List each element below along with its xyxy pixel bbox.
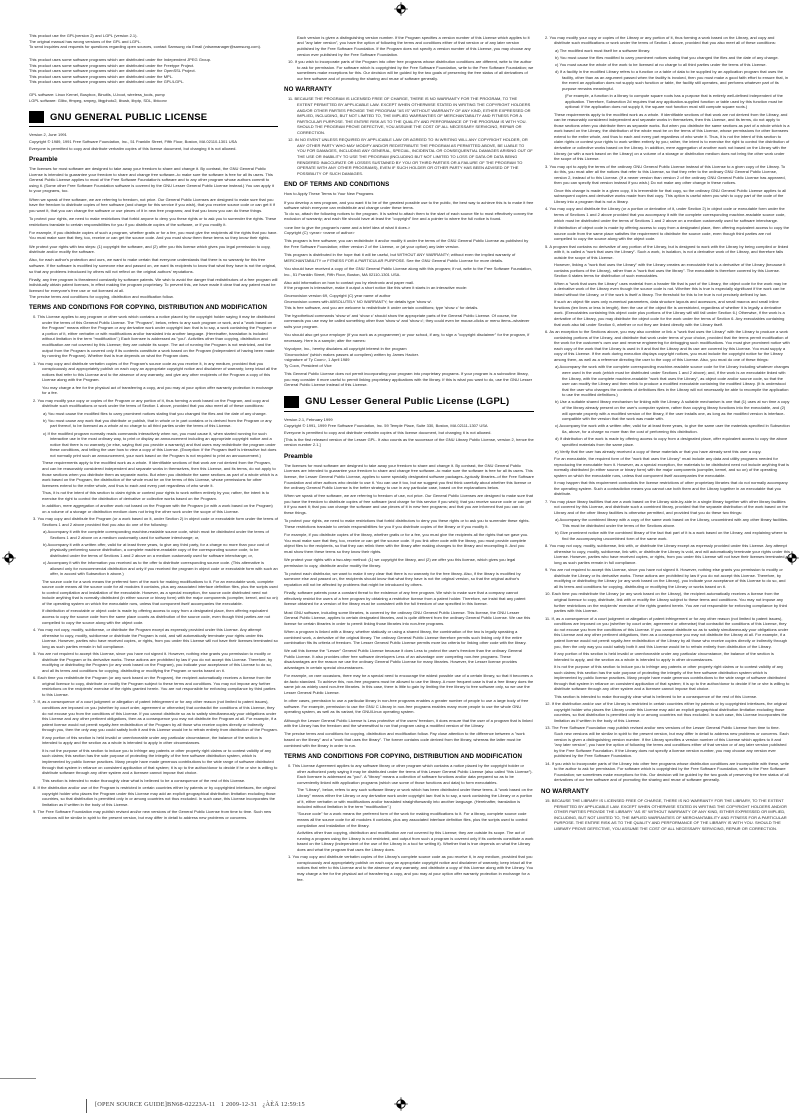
text-line: 'Gnomovision' (which makes passes at compilers) written by James Hacker.	[284, 351, 419, 357]
text-line: Gnomovision version 69, Copyright (C) year name of author	[284, 293, 391, 299]
clause-continuation: It may happen that this requirement contradicts the license restrictions of other proprietary libraries that do not normally accompany the operating system. Such a contradiction means you cannot use both them and the Library together in an executable that you distribute.	[554, 480, 788, 497]
numbered-clause: 11. BECAUSE THE PROGRAM IS LICENSED FREE OF CHARGE, THERE IS NO WARRANTY FOR THE PROGRAM, TO THE EXTENT PERMITTED BY APPLICABLE LAW. EXCEPT WHEN OTHERWISE STATED IN WRITING THE COPYRIGHT HOLDERS AND/OR OTHER PARTIES PROVIDE THE PROGRAM "AS IS" WITHOUT WARRANTY OF ANY KIND, EITHER EXPRESSED OR IMPLIED, INCLUDING, BUT NOT LIMITED TO, THE IMPLIED WARRANTIES OF MERCHANTABILITY AND FITNESS FOR A PARTICULAR PURPOSE. THE ENTIRE RISK AS TO THE QUALITY AND PERFORMANCE OF THE PROGRAM IS WITH YOU. SHOULD THE PROGRAM PROVE DEFECTIVE, YOU ASSUME THE COST OF ALL NECESSARY SERVICING, REPAIR OR CORRECTION.	[288, 96, 531, 135]
numbered-clause: 3. You may copy and distribute the Program (or a work based on it, under Section 2) in object code or executable form under the terms of Sections 1 and 2 above provided that you also do one of the following:	[33, 516, 278, 527]
text-line: This product uses some software programs which are distributed under the OpenSSL Project.	[29, 68, 196, 74]
paragraph: This product uses some software programs which are distributed under the GPL/LGPL.	[29, 79, 185, 85]
sub-clause: b) You must cause the files modified to carry prominent notices stating that you changed the files and the date of any change.	[555, 54, 779, 60]
clause-continuation: If distribution of executable or object code is made by offering access to copy from a designated place, then offering equivalent access to copy the source code from the same place counts as distribution of the source code, even though third parties are not compelled to copy the source along with the object code.	[42, 608, 271, 625]
section-header-text: TERMS AND CONDITIONS FOR COPYING, DISTRIBUTION AND MODIFICATION	[29, 304, 268, 312]
paragraph: To do so, attach the following notices to the program. It is safest to attach them to the start of each source file to most effectively convey the exclusion of warranty; and each file should have at least the "copyright" line and a pointer to where the full notice is found.	[284, 210, 533, 222]
sub-clause: a) The modified work must itself be a software library.	[555, 47, 651, 53]
numbered-clause: 1. You may copy and distribute verbatim copies of the Program's source code as you receive it, in any medium, provided that you conspicuously and appropriately publish on each copy an appropriate copyright notice and disclaimer of warranty; keep intact all the notices that refer to this License and to the absence of any warranty; and give any other recipients of the Program a copy of this License along with the Program.	[33, 360, 277, 383]
sub-clause: b) Accompany it with a written offer, valid for at least three years, to give any third party, for a charge no more than your cost of physically performing source distribution, a complete machine-readable copy of the corresponding source code, to be distributed under the terms of Sections 1 and 2 above on a medium customarily used for software interchange; or,	[43, 541, 269, 558]
license-text-column-1	[29, 33, 278, 1049]
clause-continuation: However, linking a "work that uses the Library" with the Library creates an executable that is a derivative of the Library (because it contains portions of the Library), rather than a "work that uses the library". The executable is therefore covered by this License. Section 6 states terms for distribution of such executables.	[554, 262, 786, 279]
numbered-clause: 14. If you wish to incorporate parts of the Library into other free programs whose distribution conditions are incompatible with these, write to the author to ask for permission. For software which is copyrighted by the Free Software Foundation, write to the Free Software Foundation; we sometimes make exceptions for this. Our decision will be guided by the two goals of preserving the free status of all derivatives of our free software and of promoting the sharing and reuse of software generally.	[545, 760, 790, 783]
paragraph: The licenses for most software are designed to take away your freedom to share and change it. By contrast, the GNU General Public License is intended to guarantee your freedom to share and change free software--to make sure the software is free for all its users. This General Public License applies to most of the Free Software Foundation's software and to any other program whose authors commit to using it. (Some other Free Software Foundation software is covered by the GNU Lesser General Public License instead.) You can apply it to your programs, too.	[29, 166, 274, 194]
numbered-clause: 11. If, as a consequence of a court judgment or allegation of patent infringement or for any other reason (not limited to patent issues), conditions are imposed on you (whether by court order, agreement or otherwise) that contradict the conditions of this License, they do not excuse you from the conditions of this License. If you cannot distribute so as to satisfy simultaneously your obligations under this License and any other pertinent obligations, then as a consequence you may not distribute the Library at all. For example, if a patent license would not permit royalty-free redistribution of the Library by all those who receive copies directly or indirectly through you, then the only way you could satisfy both it and this License would be to refrain entirely from distribution of the Library.	[545, 615, 789, 649]
paragraph: For example, if you distribute copies of the library, whether gratis or for a fee, you must give the recipients all the rights that we gave you. You must make sure that they, too, receive or can get the source code. If you link other code with the library, you must provide complete object files to the recipients, so that they can relink them with the library after making changes to the library and recompiling it. And you must show them these terms so they know their rights.	[284, 532, 529, 554]
section-header-text: TERMS AND CONDITIONS FOR COPYING, DISTRIBUTION AND MODIFICATION	[284, 753, 523, 761]
numbered-clause: 4. You may copy and distribute the Library (or a portion or derivative of it, under Section 2) in object code or executable form under the terms of Sections 1 and 2 above provided that you accompany it with the complete corresponding machine-readable source code, which must be distributed under the terms of Sections 1 and 2 above on a medium customarily used for software interchange.	[545, 206, 786, 223]
license-title	[284, 396, 534, 412]
section-header-text: END OF TERMS AND CONDITIONS	[284, 181, 390, 189]
sub-clause: a) Accompany the combined library with a copy of the same work based on the Library, uncombined with any other library facilities. This must be distributed under the terms of the Sections above.	[555, 517, 789, 529]
sub-clause: c) If the modified program normally reads commands interactively when run, you must cause it, when started running for such interactive use in the most ordinary way, to print or display an announcement including an appropriate copyright notice and a notice that there is no warranty (or else, saying that you provide a warranty) and that users may redistribute the program under these conditions, and telling the user how to view a copy of this License. (Exception: if the Program itself is interactive but does not normally print such an announcement, your work based on the Program is not required to print an announcement.)	[43, 430, 277, 458]
text-line: Also add information on how to contact you by electronic and paper mail.	[284, 279, 414, 285]
paragraph: We protect your rights with two steps: (1) copyright the software, and (2) offer you this license which gives you legal permission to copy, distribute and/or modify the software.	[29, 243, 271, 255]
numbered-clause: 5. A program that contains no derivative of any portion of the Library, but is designed to work with the Library by being compiled or linked with it, is called a "work that uses the Library". Such a work, in isolation, is not a derivative work of the Library, and therefore falls outside the scope of this License.	[545, 243, 789, 260]
numbered-clause: 12. IN NO EVENT UNLESS REQUIRED BY APPLICABLE LAW OR AGREED TO IN WRITING WILL ANY COPYRIGHT HOLDER, OR ANY OTHER PARTY WHO MAY MODIFY AND/OR REDISTRIBUTE THE PROGRAM AS PERMITTED ABOVE, BE LIABLE TO YOU FOR DAMAGES, INCLUDING ANY GENERAL, SPECIAL, INCIDENTAL OR CONSEQUENTIAL DAMAGES ARISING OUT OF THE USE OR INABILITY TO USE THE PROGRAM (INCLUDING BUT NOT LIMITED TO LOSS OF DATA OR DATA BEING RENDERED INACCURATE OR LOSSES SUSTAINED BY YOU OR THIRD PARTIES OR A FAILURE OF THE PROGRAM TO OPERATE WITH ANY OTHER PROGRAMS), EVEN IF SUCH HOLDER OR OTHER PARTY HAS BEEN ADVISED OF THE POSSIBILITY OF SUCH DAMAGES.	[288, 137, 533, 176]
text-line: <one line to give the program's name and a brief idea of what it does.>	[284, 224, 411, 230]
title-block-icon	[284, 396, 299, 408]
sub-clause: a) Accompany it with the complete corresponding machine-readable source code, which must be distributed under the terms of Sections 1 and 2 above on a medium customarily used for software interchange; or,	[43, 529, 269, 540]
paragraph: How to Apply These Terms to Your New Programs	[284, 191, 374, 197]
title-block-icon	[29, 111, 44, 123]
sub-clause: d) If distribution of the work is made by offering access to copy from a designated place, offer equivalent access to copy the above specified materials from the same place.	[555, 436, 788, 447]
paragraph: The precise terms and conditions for copying, distribution and modification follow. Pay close attention to the difference between a "work based on the library" and a "work that uses the library". The former contains code derived from the library, whereas the latter must be combined with the library in order to run.	[284, 731, 525, 748]
paragraph: When we speak of free software, we are referring to freedom, not price. Our General Public Licenses are designed to make sure that you have the freedom to distribute copies of free software (and charge for this service if you wish), that you receive source code or can get it if you want it, that you can change the software or use pieces of it in new free programs; and that you know you can do these things.	[29, 196, 275, 213]
text-line: If you develop a new program, and you want it to be of the greatest possible use to the public, the best way to achieve this is to make it free software which everyone can redistribute and change under these terms.	[284, 199, 534, 211]
meta-line: Copyright © 1989, 1991 Free Software Foundation, Inc., 51 Franklin Street, Fifth Floor, Boston, MA 02110-1301 USA	[29, 138, 237, 144]
section-header-text: Preamble	[284, 452, 313, 460]
sub-clause: a) You must cause the modified files to carry prominent notices stating that you changed the files and the date of any change.	[43, 410, 267, 416]
numbered-clause: 4. You may not copy, modify, sublicense, or distribute the Program except as expressly provided under this License. Any attempt otherwise to copy, modify, sublicense or distribute the Program is void, and will automatically terminate your rights under this License. However, parties who have received copies, or rights, from you under this License will not have their licenses terminated so long as such parties remain in full compliance.	[33, 626, 278, 649]
clause-continuation: These requirements apply to the modified work as a whole. If identifiable sections of that work are not derived from the Program, and can be reasonably considered independent and separate works in themselves, then this License, and its terms, do not apply to those sections when you distribute them as separate works. But when you distribute the same sections as part of a whole which is a work based on the Program, the distribution of the whole must be on the terms of this License, whose permissions for other licensees extend to the entire whole, and thus to each and every part regardless of who wrote it.	[42, 460, 278, 488]
clause-continuation: The source code for a work means the preferred form of the work for making modifications to it. For an executable work, complete source code means all the source code for all modules it contains, plus any associated interface definition files, plus the scripts used to control compilation and installation of the executable. However, as a special exception, the source code distributed need not include anything that is normally distributed (in either source or binary form) with the major components (compiler, kernel, and so on) of the operating system on which the executable runs, unless that component itself accompanies the executable.	[42, 578, 278, 606]
numbered-clause: 7. If, as a consequence of a court judgment or allegation of patent infringement or for any other reason (not limited to patent issues), conditions are imposed on you (whether by court order, agreement or otherwise) that contradict the conditions of this License, they do not excuse you from the conditions of this License. If you cannot distribute so as to satisfy simultaneously your obligations under this License and any other pertinent obligations, then as a consequence you may not distribute the Program at all. For example, if a patent license would not permit royalty-free redistribution of the Program by all those who receive copies directly or indirectly through you, then the only way you could satisfy both it and this License would be to refrain entirely from distribution of the Program.	[33, 699, 278, 733]
paragraph: You should have received a copy of the GNU General Public License along with this program; if not, write to the Free Software Foundation, Inc., 51 Franklin Street, Fifth Floor, Boston, MA 02110-1301 USA.	[284, 265, 532, 277]
numbered-clause: 9. The Free Software Foundation may publish revised and/or new versions of the General Public License from time to time. Such new versions will be similar in spirit to the present version, but may differ in detail to address new problems or concerns.	[33, 809, 272, 820]
paragraph: Although the Lesser General Public License is Less protective of the users' freedom, it does ensure that the user of a program that is linked with the Library has the freedom and the wherewithal to run that program using a modified version of the Library.	[284, 717, 533, 729]
clause-continuation: In addition, mere aggregation of another work not based on the Program with the Program (or with a work based on the Program) on a volume of a storage or distribution medium does not bring the other work under the scope of this License.	[42, 503, 273, 514]
numbered-clause: 2. You may modify your copy or copies of the Program or any portion of it, thus forming a work based on the Program, and copy and distribute such modifications or work under the terms of Section 1 above, provided that you also meet all of these conditions:	[33, 397, 269, 409]
numbered-clause: 6. As an exception to the Sections above, you may also combine or link a "work that uses the Library" with the Library to produce a work containing portions of the Library, and distribute that work under terms of your choice, provided that the terms permit modification of the work for the customer's own use and reverse engineering for debugging such modifications. You must give prominent notice with each copy of the work that the Library is used in it and that the Library and its use are covered by this License. You must supply a copy of this License. If the work during execution displays copyright notices, you must include the copyright notice for the Library among them, as well as a reference directing the user to the copy of this License. Also, you must do one of these things:	[545, 329, 790, 363]
paragraph: Copyright (C) <year> <name of author>	[284, 230, 355, 236]
license-text-column-2	[284, 33, 534, 1049]
clause-continuation: This section is intended to make thoroughly clear what is believed to be a consequence of the rest of this License.	[42, 777, 246, 783]
sub-clause: b) You must cause any work that you distribute or publish, that in whole or in part contains or is derived from the Program or any part thereof, to be licensed as a whole at no charge to all third parties under the terms of this License.	[43, 417, 272, 429]
paragraph: This program is distributed in the hope that it will be useful, but WITHOUT ANY WARRANTY; without even the implied warranty of MERCHANTABILITY or FITNESS FOR A PARTICULAR PURPOSE. See the GNU General Public License for more details.	[284, 252, 516, 263]
meta-line: Everyone is permitted to copy and distribute verbatim copies of this license document, but changing it is not allowed.	[284, 429, 492, 435]
paragraph: If the program is interactive, make it output a short notice like this when it starts in an interactive mode:	[284, 285, 468, 291]
paragraph: Ty Coon, President of Vice	[284, 362, 332, 368]
text-line: The original manual has wrong versions of the GPL and LGPL.	[29, 38, 142, 44]
sub-clause: a) Accompany the work with the complete corresponding machine-readable source code for the Library including whatever changes were used in the work (which must be distributed under Sections 1 and 2 above); and, if the work is an executable linked with the Library, with the complete machine-readable "work that uses the Library", as object code and/or source code, so that the user can modify the Library and then relink to produce a modified executable containing the modified Library. (It is understood that the user who changes the contents of definitions files in the Library will not necessarily be able to recompile the application to use the modified definitions.)	[555, 364, 790, 398]
sub-clause: e) Verify that the user has already received a copy of these materials or that you have already sent this user a copy.	[555, 448, 762, 454]
numbered-clause: 10. Each time you redistribute the Library (or any work based on the Library), the recipient automatically receives a license from the original licensor to copy, distribute, link with or modify the Library subject to these terms and conditions. You may not impose any further restrictions on the recipients' exercise of the rights granted herein. You are not responsible for enforcing compliance by third parties with this License.	[545, 591, 788, 614]
sub-clause: c) You must cause the whole of the work to be licensed at no charge to all third parties under the terms of this License.	[555, 61, 767, 67]
numbered-clause: 5. You are not required to accept this License, since you have not signed it. However, nothing else grants you permission to modify or distribute the Program or its derivative works. These actions are prohibited by law if you do not accept this License. Therefore, by modifying or distributing the Program (or any work based on the Program), you indicate your acceptance of this License to do so, and all its terms and conditions for copying, distributing or modifying the Program or works based on it.	[33, 651, 273, 673]
numbered-clause: 1. You may copy and distribute verbatim copies of the Library's complete source code as you receive it, in any medium, provided that you conspicuously and appropriately publish on each copy an appropriate copyright notice and disclaimer of warranty; keep intact all the notices that refer to this License and to the absence of any warranty; and distribute a copy of this License along with the Library. You may charge a fee for the physical act of transferring a copy, and you may at your option offer warranty protection in exchange for a fee.	[288, 854, 534, 882]
license-title	[29, 111, 278, 127]
paragraph: The licenses for most software are designed to take away your freedom to share and change it. By contrast, the GNU General Public Licenses are intended to guarantee your freedom to share and change free software--to make sure the software is free for all its users. This license, the Lesser General Public License, applies to some specially designated software packages--typically libraries--of the Free Software Foundation and other authors who decide to use it. You can use it too, but we suggest you first think carefully about whether this license or the ordinary General Public License is the better strategy to use in any particular case, based on the explanations below.	[284, 462, 534, 491]
paragraph: For example, if you distribute copies of such a program, whether gratis or for a fee, you must give the recipients all the rights that you have. You must make sure that they, too, receive or can get the source code. And you must show them these terms so they know their rights.	[29, 229, 278, 241]
paragraph: When a program is linked with a library, whether statically or using a shared library, the combination of the two is legally speaking a combined work, a derivative of the original library. The ordinary General Public License therefore permits such linking only if the entire combination fits its criteria of freedom. The Lesser General Public License permits more lax criteria for linking other code with the library.	[284, 628, 527, 646]
numbered-clause: 3. You may opt to apply the terms of the ordinary GNU General Public License instead of this License to a given copy of the Library. To do this, you must alter all the notices that refer to this License, so that they refer to the ordinary GNU General Public License, version 2, instead of to this License. (If a newer version than version 2 of the ordinary GNU General Public License has appeared, then you can specify that version instead if you wish.) Do not make any other change in these notices.	[545, 163, 786, 186]
text-line: GPL software: Linux Kernel, Busybox, Binutils, U-boot, wireless_tools, pump	[29, 92, 165, 98]
numbered-clause: 13. The Free Software Foundation may publish revised and/or new versions of the Lesser General Public License from time to time. Such new versions will be similar in spirit to the present version, but may differ in detail to address new problems or concerns. Each version is given a distinguishing version number. If the Library specifies a version number of this License which applies to it and "any later version", you have the option of following the terms and conditions either of that version or of any later version published by the Free Software Foundation. If the Library does not specify a license version number, you may choose any version ever published by the Free Software Foundation.	[545, 725, 789, 759]
paragraph: In other cases, permission to use a particular library in non-free programs enables a greater number of people to use a large body of free software. For example, permission to use the GNU C Library in non-free programs enables many more people to use the whole GNU operating system, as well as its variant, the GNU/Linux operating system.	[284, 698, 529, 715]
clause-continuation: Thus, it is not the intent of this section to claim rights or contest your rights to work written entirely by you; rather, the intent is to exercise the right to control the distribution of derivative or collective works based on the Program.	[42, 490, 270, 501]
text-line: This product use the GPL(version 2) and LGPL (version 2.1).	[29, 33, 138, 38]
section-header	[284, 454, 534, 460]
clause-continuation: Once this change is made in a given copy, it is irreversible for that copy, so the ordinary GNU General Public License applies to all subsequent copies and derivative works made from that copy. This option is useful when you wish to copy part of the code of the Library into a program that is not a library.	[554, 187, 787, 205]
meta-line: Version 2, June 1991	[29, 132, 67, 138]
paragraph: Also, for each author's protection and ours, we want to make certain that everyone understands that there is no warranty for this free software. If the software is modified by someone else and passed on, we want its recipients to know that what they have is not the original, so that any problems introduced by others will not reflect on the original authors' reputations.	[29, 257, 277, 274]
numbered-clause: 8. If the distribution and/or use of the Program is restricted in certain countries either by patents or by copyrighted interfaces, the original copyright holder who places the Program under this License may add an explicit geographical distribution limitation excluding those countries, so that distribution is permitted only in or among countries not thus excluded. In such case, this License incorporates the limitation as if written in the body of this License.	[33, 784, 276, 807]
text-line: Finally, any free program is threatened constantly by software patents. We wish to avoid the danger that redistributors of a free program will individually obtain patent licenses, in effect making the program proprietary. To prevent this, we have made it clear that any patent must be licensed for everyone's free use or not licensed at all.	[29, 276, 278, 293]
paragraph: You should also get your employer (if you work as a programmer) or your school, if any, to sign a "copyright disclaimer" for the program, if necessary. Here is a sample; alter the names:	[284, 332, 530, 343]
numbered-clause: 0. This License applies to any program or other work which contains a notice placed by the copyright holder saying it may be distributed under the terms of this General Public License. The "Program", below, refers to any such program or work, and a "work based on the Program" means either the Program or any derivative work under copyright law: that is to say, a work containing the Program or a portion of it, either verbatim or with modifications and/or translated into another language. (Hereinafter, translation is included without limitation in the term "modification".) Each licensee is addressed as "you". Activities other than copying, distribution and modification are not covered by this License; they are outside its scope. The act of running the Program is not restricted, and the output from the Program is covered only if its contents constitute a work based on the Program (independent of having been made by running the Program). Whether that is true depends on what the Program does.	[33, 314, 277, 359]
registration-mark-icon	[2, 551, 16, 565]
paragraph: We protect your rights with a two-step method: (1) we copyright the library, and (2) we offer you this license, which gives you legal permission to copy, distribute and/or modify the library.	[284, 557, 516, 568]
meta-line: Copyright © 1991, 1999 Free Software Foundation, Inc. 59 Temple Place, Suite 330, Boston, MA 02111-1307 USA	[284, 423, 488, 429]
paragraph: The hypothetical commands 'show w' and 'show c' should show the appropriate parts of the General Public License. Of course, the commands you use may be called something other than 'show w' and 'show c'; they could even be mouse-clicks or menu items--whatever suits your program.	[284, 312, 530, 330]
crop-mark-line	[0, 1078, 36, 1079]
paragraph: The precise terms and conditions for copying, distribution and modification follow.	[29, 293, 174, 299]
sub-clause: c) Accompany it with the information you received as to the offer to distribute corresponding source code. (This alternative is allowed only for noncommercial distribution and only if you received the program in object code or executable form with such an offer, in accord with Subsection b above.)	[43, 560, 278, 577]
paragraph: Finally, software patents pose a constant threat to the existence of any free program. We wish to make sure that a company cannot effectively restrict the users of a free program by obtaining a restrictive license from a patent holder. Therefore, we insist that any patent license obtained for a version of the library must be consistent with the full freedom of use specified in this license.	[284, 590, 526, 607]
meta-line: [This is the first released version of the Lesser GPL. It also counts as the successor of the GNU Library Public License, version 2, hence the version number 2.1.]	[284, 436, 534, 448]
sub-clause: b) Give prominent notice with the combined library of the fact that part of it is a work based on the Library, and explaining where to find the accompanying uncombined form of the same work.	[555, 530, 788, 541]
license-title-text: GNU Lesser General Public License (LGPL)	[305, 395, 510, 407]
clause-continuation: If any portion of this section is held invalid or unenforceable under any particular circumstance, the balance of the section is intended to apply and the section as a whole is intended to apply in other circumstances.	[42, 734, 262, 746]
registration-mark-icon	[394, 1097, 408, 1111]
clause-continuation: It is not the purpose of this section to induce you to infringe any patents or other property right claims or to contest validity of any such claims; this section has the sole purpose of protecting the integrity of the free software distribution system which is implemented by public license practices. Many people have made generous contributions to the wide range of software distributed through that system in reliance on consistent application of that system; it is up to the author/donor to decide if he or she is willing to distribute software through any other system and a licensee cannot impose that choice.	[554, 663, 790, 692]
paragraph: This program is free software; you can redistribute it and/or modify it under the terms of the GNU General Public License as published by the Free Software Foundation; either version 2 of the License, or (at your option) any later version.	[284, 238, 529, 249]
sub-clause: d) If a facility in the modified Library refers to a function or a table of data to be supplied by an application program that uses the facility, other than as an argument passed when the facility is invoked, then you must make a good faith effort to ensure that, in the event an application does not supply such function or table, the facility still operates, and performs whatever part of its purpose remains meaningful.	[555, 69, 789, 91]
clause-continuation: You may charge a fee for the physical act of transferring a copy, and you may at your option offer warranty protection in exchange for a fee.	[42, 384, 274, 396]
license-title-text: GNU GENERAL PUBLIC LICENSE	[50, 111, 208, 123]
section-header-text: NO WARRANTY	[284, 86, 332, 94]
sub-clause: b) Use a suitable shared library mechanism for linking with the Library. A suitable mechanism is one that (1) uses at run time a copy of the library already present on the user's computer system, rather than copying library functions into the executable, and (2) will operate properly with a modified version of the library, if the user installs one, as long as the modified version is interface-compatible with the version that the work was made with.	[555, 399, 790, 422]
clause-continuation: "Source code" for a work means the preferred form of the work for making modifications to it. For a library, complete source code means all the source code for all modules it contains, plus any associated interface definition files, plus the scripts used to control compilation and installation of the library.	[297, 811, 528, 828]
text-line: Yoyodyne, Inc., hereby disclaims all copyright interest in the program	[284, 346, 407, 352]
clause-continuation: This section is intended to make thoroughly clear what is believed to be a consequence of the rest of this License.	[554, 693, 758, 699]
paragraph: When we speak of free software, we are referring to freedom of use, not price. Our General Public Licenses are designed to make sure that you have the freedom to distribute copies of free software (and charge for this service if you wish); that you receive source code or can get it if you want it; that you can change the software and use pieces of it in new free programs; and that you are informed that you can do these things.	[284, 493, 533, 516]
clause-continuation: If such an object file uses only numerical parameters, data structure layouts and accessors, and small macros and small inline functions (ten lines or less in length), then the use of the object file is unrestricted, regardless of whether it is legally a derivative work. (Executables containing this object code plus portions of the Library will still fall under Section 6.) Otherwise, if the work is a derivative of the Library, you may distribute the object code for the work under the terms of Section 6. Any executables containing that work also fall under Section 6, whether or not they are linked directly with the Library itself.	[554, 299, 785, 327]
numbered-clause: 6. Each time you redistribute the Program (or any work based on the Program), the recipient automatically receives a license from the original licensor to copy, distribute or modify the Program subject to these terms and conditions. You may not impose any further restrictions on the recipients' exercise of the rights granted herein. You are not responsible for enforcing compliance by third parties to this License.	[33, 675, 276, 698]
example-note: (For example, a function in a library to compute square roots has a purpose that is entirely well-defined independent of the application. Therefore, Subsection 2d requires that any application-supplied function or table used by this function must be optional: if the application does not supply it, the square root function must still compute square roots.)	[565, 92, 783, 110]
paragraph: This General Public License does not permit incorporating your program into proprietary programs. If your program is a subroutine library, you may consider it more useful to permit linking proprietary applications with the library. If this is what you want to do, use the GNU Lesser General Public License instead of this License.	[284, 370, 533, 388]
numbered-clause: 2. You may modify your copy or copies of the Library or any portion of it, thus forming a work based on the Library, and copy and distribute such modifications or work under the terms of Section 1 above, provided that you also meet all of these conditions:	[545, 34, 776, 46]
section-header	[541, 789, 790, 795]
section-header	[284, 182, 534, 188]
text-line: Gnomovision comes with ABSOLUTELY NO WARRANTY; for details type 'show w'.	[284, 299, 433, 305]
section-header	[284, 754, 534, 760]
numbered-clause: 12. If the distribution and/or use of the Library is restricted in certain countries either by patents or by copyrighted interfaces, the original copyright holder who places the Library under this License may add an explicit geographical distribution limitation excluding those countries, so that distribution is permitted only in or among countries not thus excluded. In such case, this License incorporates the limitation as if written in the body of this License.	[545, 701, 788, 723]
clause-continuation: Each version is given a distinguishing version number. If the Program specifies a version number of this License which applies to it and "any later version", you have the option of following the terms and conditions either of that version or of any later version published by the Free Software Foundation. If the Program does not specify a version number of this License, you may choose any version ever published by the Free Software Foundation.	[297, 34, 531, 57]
numbered-clause: 10. If you wish to incorporate parts of the Program into other free programs whose distribution conditions are different, write to the author to ask for permission. For software which is copyrighted by the Free Software Foundation, write to the Free Software Foundation; we sometimes make exceptions for this. Our decision will be guided by the two goals of preserving the free status of all derivatives of our free software and of promoting the sharing and reuse of software generally.	[288, 58, 534, 81]
clause-continuation: It is not the purpose of this section to induce you to infringe any patents or other property right claims or to contest validity of any such claims; this section has the sole purpose of protecting the integrity of the free software distribution system, which is implemented by public license practices. Many people have made generous contributions to the wide range of software distributed through that system in reliance on consistent application of that system; it is up to the author/donor to decide if he or she is willing to distribute software through any other system and a licensee cannot impose that choice.	[42, 747, 278, 776]
text-line: <signature of Ty Coon>, 1 April 1989	[284, 357, 350, 363]
numbered-clause: 8. You may not copy, modify, sublicense, link with, or distribute the Library except as expressly provided under this License. Any attempt otherwise to copy, modify, sublicense, link with, or distribute the Library is void, and will automatically terminate your rights under this License. However, parties who have received copies, or rights, from you under this License will not have their licenses terminated so long as such parties remain in full compliance.	[545, 543, 790, 565]
meta-line: Version 2.1, February 1999	[284, 416, 333, 422]
clause-continuation: If distribution of object code is made by offering access to copy from a designated place, then offering equivalent access to copy the source code from the same place satisfies the requirement to distribute the source code, even though third parties are not compelled to copy the source along with the object code.	[554, 224, 790, 242]
license-text-column-3	[541, 33, 790, 1049]
crop-mark-tick	[86, 1099, 87, 1113]
paragraph: For example, on rare occasions, there may be a special need to encourage the widest possible use of a certain library, so that it becomes a de-facto standard. To achieve this, non-free programs must be allowed to use the library. A more frequent case is that a free library does the same job as widely used non-free libraries. In this case, there is little to gain by limiting the free library to free software only, so we use the Lesser General Public License.	[284, 673, 534, 696]
paragraph: Most GNU software, including some libraries, is covered by the ordinary GNU General Public License. This license, the GNU Lesser General Public License, applies to certain designated libraries, and is quite different from the ordinary General Public License. We use this license for certain libraries in order to permit linking those libraries into non-free programs.	[284, 609, 531, 626]
paragraph: To protect your rights, we need to make restrictions that forbid distributors to deny you these rights or to ask you to surrender these rights. These restrictions translate to certain responsibilities for you if you distribute copies of the library or if you modify it.	[284, 518, 530, 529]
section-header-text: Preamble	[29, 156, 58, 164]
text-line: This product uses some software programs which are distributed under the Freetype Project.	[29, 62, 195, 68]
paragraph: To send inquiries and requests for questions regarding open sources, contact Samsung via Email (vdswmanager@samsung.com).	[29, 44, 262, 50]
section-header	[284, 87, 534, 93]
text-line: This product uses some software programs which are distributed under the MPL.	[29, 73, 174, 79]
meta-line: Everyone is permitted to copy and distribute verbatim copies of this license document, but changing it is not allowed.	[29, 145, 237, 151]
numbered-clause: 7. You may place library facilities that are a work based on the Library side-by-side in a single library together with other library facilities not covered by this License, and distribute such a combined library, provided that the separate distribution of the work based on the Library and of the other library facilities is otherwise permitted, and provided that you do these two things:	[545, 498, 788, 516]
section-header-text: NO WARRANTY	[541, 788, 589, 796]
paragraph: To protect each distributor, we want to make it very clear that there is no warranty for the free library. Also, if the library is modified by someone else and passed on, the recipients should know that what they have is not the original version, so that the original author's reputation will not be affected by problems that might be introduced by others.	[284, 570, 521, 587]
paragraph: LGPL software: Glibc, ffmpeg, smpeg, libgphoto2, libusb, libptp, SDL, libiconv	[29, 97, 167, 103]
registration-mark-icon	[394, 2, 408, 16]
paragraph: We call this license the "Lesser" General Public License because it does Less to protect the user's freedom than the ordinary General Public License. It also provides other free software developers Less of an advantage over competing non-free programs. These disadvantages are the reason we use the ordinary General Public License for many libraries. However, the Lesser license provides advantages in certain special circumstances.	[284, 648, 522, 671]
clause-continuation: Activities other than copying, distribution and modification are not covered by this License; they are outside its scope. The act of running a program using the Library is not restricted, and output from such a program is covered only if its contents constitute a work based on the Library (independent of the use of the Library in a tool for writing it). Whether that is true depends on what the Library does and what the program that uses the Library does.	[297, 830, 534, 852]
section-header	[29, 305, 278, 311]
clause-continuation: The "Library", below, refers to any such software library or work which has been distributed under these terms. A "work based on the Library" means either the Library or any derivative work under copyright law: that is to say, a work containing the Library or a portion of it, either verbatim or with modifications and/or translated straightforwardly into another language. (Hereinafter, translation is included without limitation in the term "modification".)	[297, 787, 533, 810]
clause-continuation: When a "work that uses the Library" uses material from a header file that is part of the Library, the object code for the work may be a derivative work of the Library even though the source code is not. Whether this is true is especially significant if the work can be linked without the Library, or if the work is itself a library. The threshold for this to be true is not precisely defined by law.	[554, 280, 787, 297]
numbered-clause: 0. This License Agreement applies to any software library or other program which contains a notice placed by the copyright holder or other authorized party saying it may be distributed under the terms of this Lesser General Public License (also called "this License"). Each licensee is addressed as "you". A "library" means a collection of software functions and/or data prepared so as to be conveniently linked with application programs (which use some of those functions and data) to form executables.	[288, 763, 533, 785]
paragraph: To protect your rights, we need to make restrictions that forbid anyone to deny you these rights or to ask you to surrender the rights. These restrictions translate to certain responsibilities for you if you distribute copies of the software, or if you modify it.	[29, 216, 277, 227]
clause-continuation: For an executable, the required form of the "work that uses the Library" must include any data and utility programs needed for reproducing the executable from it. However, as a special exception, the materials to be distributed need not include anything that is normally distributed (in either source or binary form) with the major components (compiler, kernel, and so on) of the operating system on which the executable runs, unless that component itself accompanies the executable.	[554, 456, 790, 478]
paragraph: This is free software, and you are welcome to redistribute it under certain conditions; type 'show c' for details.	[284, 304, 479, 310]
sub-clause: c) Accompany the work with a written offer, valid for at least three years, to give the same user the materials specified in Subsection 6a, above, for a charge no more than the cost of performing this distribution.	[555, 423, 790, 434]
text-line: This product uses some software programs which are distributed under the Independent JPEG Group.	[29, 56, 212, 62]
numbered-clause: 15. BECAUSE THE LIBRARY IS LICENSED FREE OF CHARGE, THERE IS NO WARRANTY FOR THE LIBRARY, TO THE EXTENT PERMITTED BY APPLICABLE LAW. EXCEPT WHEN OTHERWISE STATED IN WRITING THE COPYRIGHT HOLDERS AND/OR OTHER PARTIES PROVIDE THE LIBRARY "AS IS" WITHOUT WARRANTY OF ANY KIND, EITHER EXPRESSED OR IMPLIED, INCLUDING, BUT NOT LIMITED TO, THE IMPLIED WARRANTIES OF MERCHANTABILITY AND FITNESS FOR A PARTICULAR PURPOSE. THE ENTIRE RISK AS TO THE QUALITY AND PERFORMANCE OF THE LIBRARY IS WITH YOU. SHOULD THE LIBRARY PROVE DEFECTIVE, YOU ASSUME THE COST OF ALL NECESSARY SERVICING, REPAIR OR CORRECTION.	[545, 798, 787, 831]
numbered-clause: 9. You are not required to accept this License, since you have not signed it. However, nothing else grants you permission to modify or distribute the Library or its derivative works. These actions are prohibited by law if you do not accept this License. Therefore, by modifying or distributing the Library (or any work based on the Library), you indicate your acceptance of this License to do so, and all its terms and conditions for copying, distributing or modifying the Library or works based on it.	[545, 567, 786, 590]
footer-file-info: [OPEN SOURCE GUIDE]BN68-02223A-11 1 2009-12-31 ¿ÀÈÄ 12:59:15	[95, 1101, 305, 1108]
section-header	[29, 157, 278, 163]
clause-continuation: These requirements apply to the modified work as a whole. If identifiable sections of that work are not derived from the Library, and can be reasonably considered independent and separate works in themselves, then this License, and its terms, do not apply to those sections when you distribute them as separate works. But when you distribute the same sections as part of a whole which is a work based on the Library, the distribution of the whole must be on the terms of this License, whose permissions for other licensees extend to the entire whole, and thus to each and every part regardless of who wrote it. Thus, it is not the intent of this section to claim rights or contest your rights to work written entirely by you; rather, the intent is to exercise the right to control the distribution of derivative or collective works based on the Library. In addition, mere aggregation of another work not based on the Library with the Library (or with a work based on the Library) on a volume of a storage or distribution medium does not bring the other work under the scope of this License.	[554, 111, 790, 162]
clause-continuation: If any portion of this section is held invalid or unenforceable under any particular circumstance, the balance of the section is intended to apply, and the section as a whole is intended to apply in other circumstances.	[554, 651, 774, 662]
